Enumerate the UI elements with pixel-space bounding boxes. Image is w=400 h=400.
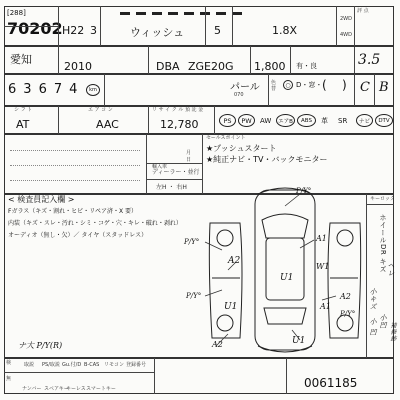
footer-cell-3: PS/取説 <box>42 362 60 368</box>
equip-abs: ABS <box>297 114 316 127</box>
serial-number: 0061185 <box>304 376 358 390</box>
year-jp: H22 <box>62 24 85 37</box>
footer2-cell-4: キーレス <box>66 386 86 392</box>
region: 愛知 <box>10 53 32 66</box>
lot-bracket: [288] <box>7 9 26 17</box>
sales-point-1: ★プッシュスタート <box>206 144 277 153</box>
damage-mark-1: P/Y° <box>296 187 312 195</box>
transmission: AT <box>16 118 30 131</box>
footer2-cell-5: スマートキー <box>86 386 116 392</box>
footer-cell-7: 登録番号 <box>126 362 147 368</box>
month: 3 <box>90 24 97 37</box>
damage-mark-9: A2 <box>340 292 351 301</box>
equip-aw: AW <box>260 117 272 125</box>
handle-label: 左H ・ 右H <box>156 184 187 191</box>
equip-ps: PS <box>219 114 236 127</box>
footer-cell-6: リモコン <box>104 362 125 368</box>
side-note-1: ホイールDR キズ <box>379 214 387 273</box>
date-label-day: 日 <box>186 157 192 163</box>
side-note-5: 小凹 <box>379 314 387 329</box>
footer2-cell-1: 無 <box>6 376 12 382</box>
damage-mark-8: A1 <box>320 302 331 311</box>
equip-airbag: エアB <box>276 114 295 127</box>
side-note-6: 補修跡 <box>389 322 396 342</box>
footer2-cell-2: ナンバー <box>22 386 42 392</box>
inspection-glass: Fガラス（キズ・割れ・ヒビ・リペア済・X 要） <box>8 208 138 215</box>
keylock-label: キーロック <box>370 196 395 202</box>
equip-navi: ナビ <box>356 114 373 127</box>
footer-cell-1: 検 <box>6 360 12 366</box>
mileage-unit-km: km <box>86 84 100 96</box>
import-label: 輸入車 <box>152 164 168 170</box>
damage-mark-10: U1 <box>292 336 306 346</box>
repaint-label: D・窓・ <box>296 81 323 89</box>
dealer-label: ディーラー・並行 <box>152 169 200 176</box>
equip-pw: PW <box>238 114 255 127</box>
footer-cell-4: Gu.付/D <box>62 362 82 368</box>
score-handwritten: 3.5 <box>358 52 381 68</box>
mileage: 63674 <box>8 82 85 97</box>
drive-4wd: 4WD <box>340 32 352 38</box>
damage-mark-3: A1 <box>316 234 327 243</box>
ac-label: エ ア コ ン <box>88 107 113 113</box>
damage-mark-4: P/Y° <box>184 238 200 246</box>
sales-point-2: ★純正ナビ・TV・バックモニター <box>206 155 328 164</box>
footer-cell-2: 取説 <box>24 362 35 368</box>
recycle-fee: 12,780 <box>160 118 199 131</box>
damage-mark-2: A2 <box>228 256 241 266</box>
aircon: AAC <box>96 118 119 131</box>
door-count: 5 <box>214 24 221 37</box>
side-note-2: ヘレ <box>387 262 395 277</box>
repaint-circle: ○ <box>283 80 293 90</box>
repaint-paren: ( ) <box>322 78 347 92</box>
grade: 1.8X <box>272 24 298 37</box>
type-prefix: DBA <box>156 60 180 73</box>
damage-mark-6: W1 <box>316 262 330 271</box>
damage-mark-13: P/Y° <box>340 310 356 318</box>
equip-sunroof: SR <box>338 117 348 125</box>
damage-mark-5: U1 <box>280 273 294 283</box>
footer-cell-5: B-CAS <box>84 362 100 368</box>
shift-label: シ フ ト <box>14 107 33 113</box>
date-label-month: 月 <box>186 150 192 156</box>
color-code: 070 <box>234 92 244 98</box>
inspection-interior: 内装（キズ・スレ・汚れ・シミ・コゲ・穴・キレ・破れ・剥れ） <box>8 220 182 227</box>
score-label: 評 点 <box>357 8 369 14</box>
sales-point-label: セールスポイント <box>206 135 246 141</box>
side-note-4: 小 凹 <box>369 318 377 336</box>
year-ad: 2010 <box>64 60 92 73</box>
history: 有・良 <box>296 62 317 70</box>
inspection-header: < 検査員記入欄 > <box>8 195 75 204</box>
displacement: 1,800 <box>254 60 286 73</box>
model-code: ZGE20G <box>188 60 234 73</box>
color: パール <box>230 82 260 93</box>
drive-2wd: 2WD <box>340 16 352 22</box>
grade-interior: C <box>360 80 370 95</box>
grade-exterior: B <box>379 80 389 95</box>
footer2-cell-3: スペアキー <box>44 386 69 392</box>
model-name: ウィッシュ <box>130 26 185 39</box>
damage-mark-12: P/Y° <box>186 292 202 300</box>
damage-mark-11: A2 <box>212 340 223 349</box>
side-note-3: 小キズ <box>369 288 377 311</box>
equip-dtv: DTV <box>375 114 393 127</box>
equip-leather: 革 <box>321 117 328 125</box>
lot-number: 70202 <box>7 19 63 38</box>
damage-mark-7: U1 <box>224 302 238 312</box>
hand-note: ナ大 P/Y(R) <box>18 341 63 350</box>
color-change: 色 替 <box>271 80 277 92</box>
inspection-audio-tire: オーディオ（無し・欠）／ タイヤ（スタッドレス） <box>8 232 148 239</box>
recycle-label: リ サ イ ク ル 預 託 金 <box>152 107 204 113</box>
